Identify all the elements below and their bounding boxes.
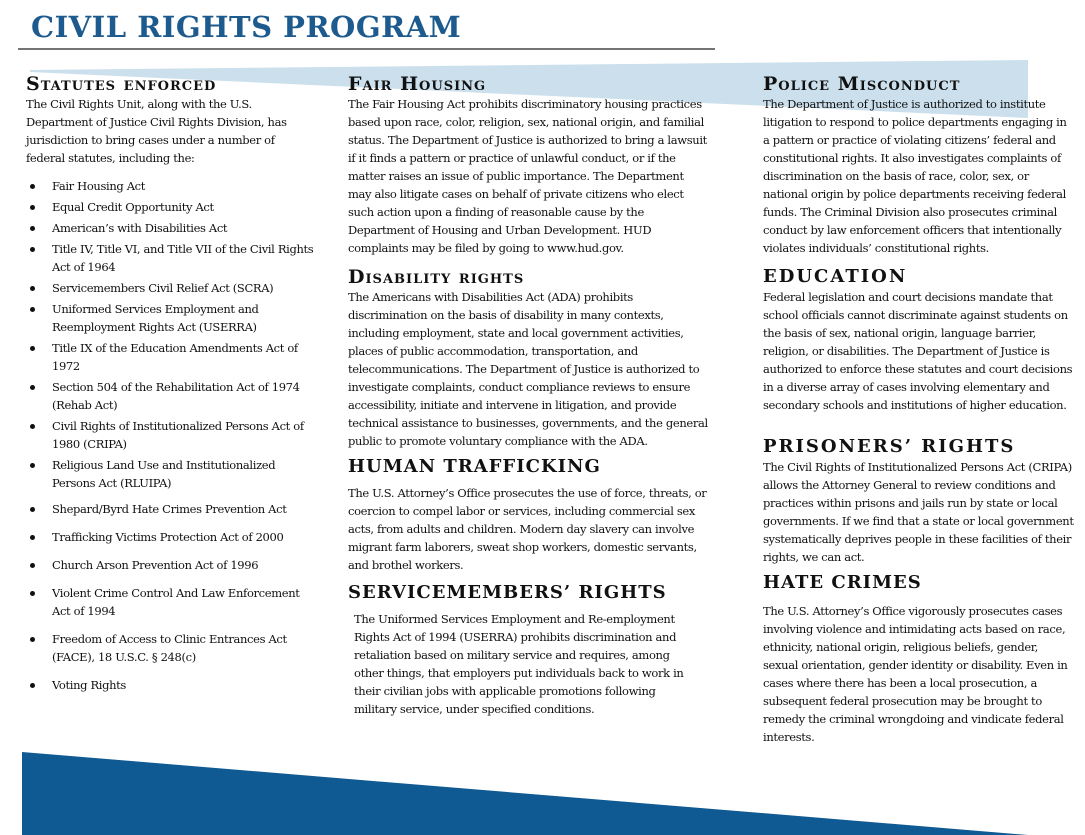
disability-heading: Disability rights [348,266,525,288]
education-heading: EDUCATION [763,266,908,287]
police-body: The Department of Justice is authorized to institute litigation to respond to police departments engaging in a pattern or practice of violating citizens’ federal and constitutional rights. It also investigates complaints of discrimination on the basis of race, color, sex, or national origin by police departments receiving federal funds. The Criminal Division also prosecutes criminal conduct by law enforcement officers that intentionally violates individuals’ constitutional rights. [763,97,1067,255]
bullet-icon [30,184,35,189]
list-item: Title IX of the Education Amendments Act of 1972 [26,339,316,375]
list-item: Shepard/Byrd Hate Crimes Prevention Act [26,500,316,518]
list-item: Uniformed Services Employment and Reemployment Rights Act (USERRA) [26,300,316,336]
list-item: Section 504 of the Rehabilitation Act of 1974 (Rehab Act) [26,378,316,414]
list-item: Voting Rights [26,676,316,694]
bullet-icon [30,247,35,252]
bullet-icon [30,683,35,688]
bullet-icon [30,535,35,540]
bullet-icon [30,286,35,291]
bullet-icon [30,507,35,512]
list-item: Church Arson Prevention Act of 1996 [26,556,316,574]
prisoners-heading: PRISONERS’ RIGHTS [763,436,1016,457]
dark-blue-band [22,752,1028,835]
list-item: Title IV, Title VI, and Title VII of the Civil Rights Act of 1964 [26,240,316,276]
trafficking-heading: HUMAN TRAFFICKING [348,456,601,477]
hate-crimes-body: The U.S. Attorney’s Office vigorously prosecutes cases involving violence and intimidating acts based on race, ethnicity, national origin, religious beliefs, gender, sexual orientation, gender identity or disability. Even in cases where there has been a local prosecution, a subsequent federal prosecution may be brought to remedy the criminal wrongdoing and vindicate federal interests. [763,604,1068,744]
list-item: Civil Rights of Institutionalized Persons Act of 1980 (CRIPA) [26,417,316,453]
bullet-icon [30,346,35,351]
servicemembers-heading: SERVICEMEMBERS’ RIGHTS [348,582,667,603]
fair-housing-heading: Fair Housing [348,73,487,95]
middle-column [348,73,708,718]
bullet-icon [30,463,35,468]
bullet-icon [30,591,35,596]
page-title: CIVIL RIGHTS PROGRAM [31,10,462,44]
list-item: Fair Housing Act [26,177,316,195]
disability-body: The Americans with Disabilities Act (ADA) prohibits discrimination on the basis of disability in many contexts, including employment, state and local government activities, places of public accommodation, transportation, and telecommunications. The Department of Justice is authorized to investigate complaints, conduct compliance reviews to ensure accessibility, initiate and intervene in litigation, and provide technical assistance to businesses, governments, and the general public to promote voluntary compliance with the ADA. [348,290,708,448]
education-body: Federal legislation and court decisions mandate that school officials cannot discriminate against students on the basis of sex, national origin, language barrier, religion, or disabilities. The Department of Justice is authorized to enforce these statutes and court decisions in a diverse array of cases involving elementary and secondary schools and institutions of higher education. [763,290,1073,412]
servicemembers-body: The Uniformed Services Employment and Re-employment Rights Act of 1994 (USERRA) prohibits discrimination and retaliation based on military service and requires, among other things, that employers put individuals back to work in their civilian jobs with applicable promotions following military service, under specified conditions. [354,612,684,716]
trafficking-body: The U.S. Attorney’s Office prosecutes the use of force, threats, or coercion to compel labor or services, including commercial sex acts, from adults and children. Modern day slavery can involve migrant farm laborers, sweat shop workers, domestic servants, and brothel workers. [348,486,707,572]
list-item: Religious Land Use and Institutionalized Persons Act (RLUIPA) [26,456,316,492]
bullet-icon [30,637,35,642]
bullet-icon [30,563,35,568]
hate-crimes-heading: HATE CRIMES [763,572,922,593]
bullet-icon [30,307,35,312]
statutes-heading: Statutes enforced [26,73,217,95]
statutes-intro: The Civil Rights Unit, along with the U.S. Department of Justice Civil Rights Division, has jurisdiction to bring cases under a number of federal statutes, including the: [26,97,287,165]
list-item: Trafficking Victims Protection Act of 2000 [26,528,316,546]
police-heading: Police Misconduct [763,73,961,95]
prisoners-body: The Civil Rights of Institutionalized Persons Act (CRIPA) allows the Attorney General to review conditions and practices within prisons and jails run by state or local governments. If we find that a state or local government systematically deprives people in these facilities of their rights, we can act. [763,460,1074,564]
list-item: American’s with Disabilities Act [26,219,316,237]
list-item: Violent Crime Control And Law Enforcement Act of 1994 [26,584,316,620]
right-column [763,73,1075,746]
bullet-icon [30,424,35,429]
bullet-icon [30,385,35,390]
bullet-icon [30,226,35,231]
statutes-column [26,73,316,694]
list-item: Freedom of Access to Clinic Entrances Act (FACE), 18 U.S.C. § 248(c) [26,630,316,666]
list-item: Equal Credit Opportunity Act [26,198,316,216]
statutes-list [26,177,316,694]
list-item: Servicemembers Civil Relief Act (SCRA) [26,279,316,297]
bullet-icon [30,205,35,210]
fair-housing-body: The Fair Housing Act prohibits discriminatory housing practices based upon race, color, religion, sex, national origin, and familial status. The Department of Justice is authorized to bring a lawsuit if it finds a pattern or practice of unlawful conduct, or if the matter raises an issue of public importance. The Department may also litigate cases on behalf of private citizens who elect such action upon a finding of reasonable cause by the Department of Housing and Urban Development. HUD complaints may be filed by going to www.hud.gov. [348,97,707,255]
